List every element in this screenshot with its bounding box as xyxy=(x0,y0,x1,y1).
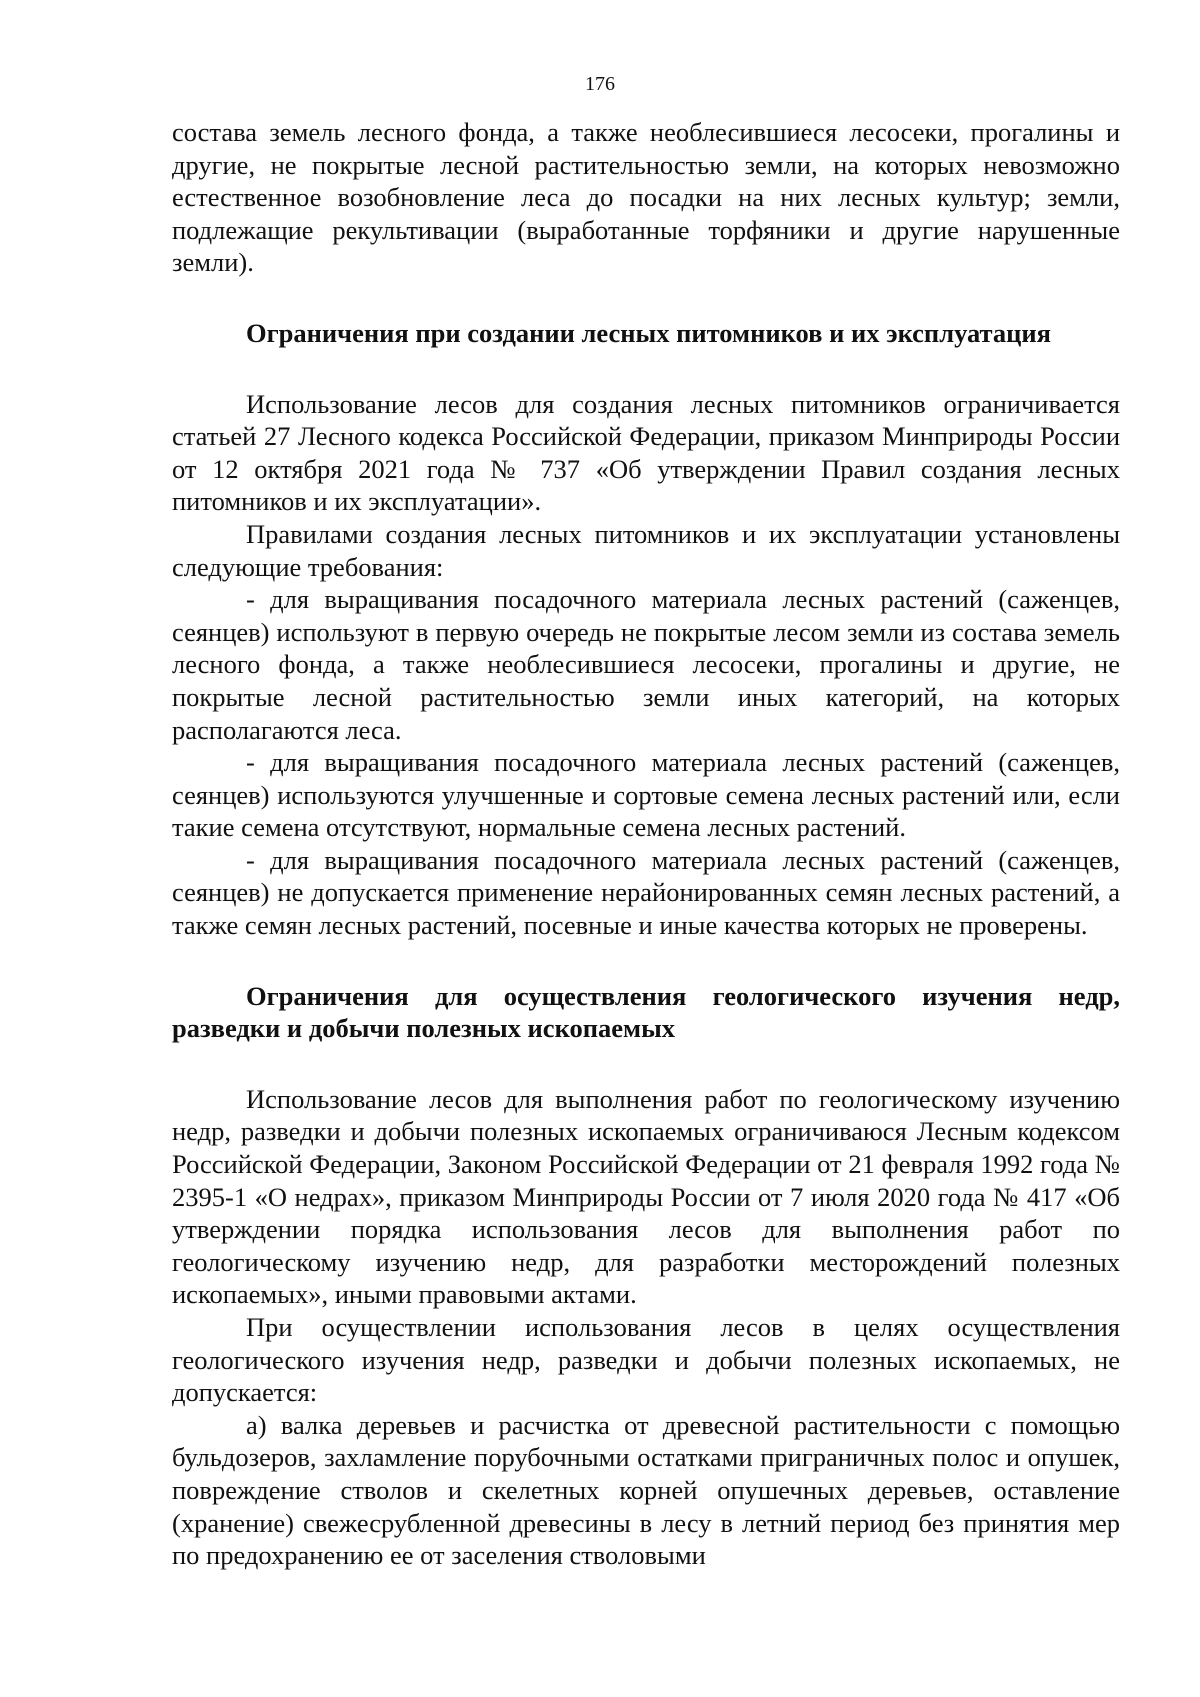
paragraph-geology-prohibited: При осуществлении использования лесов в целях осуществления геологического изучения недр, разведки и добычи полезных ископаемых, не допускается: xyxy=(172,1312,1120,1408)
list-item-prohibition-a: а) валка деревьев и расчистка от древесной растительности с помощью бульдозеров, захламление порубочными остатками приграничных полос и опушек, повреждение стволов и скелетных корней опушечных деревьев, оставление (хранение) свежесрубленной древесины в лесу в летний период без принятия мер по предохранению ее от заселения стволовыми xyxy=(172,1409,1120,1571)
section-heading-nurseries: Ограничения при создании лесных питомников и их эксплуатация xyxy=(246,317,1052,348)
paragraph-nurseries-intro: Использование лесов для создания лесных питомников ограничивается статьей 27 Лесного кодекса Российской Федерации, приказом Минприроды России от 12 октября 2021 года № 737 «Об утверждении Правил создания лесных питомников и их эксплуатации». xyxy=(172,388,1120,517)
section-heading-geology: Ограничения для осуществления геологического изучения недр, разведки и добычи полезных ископаемых xyxy=(172,980,1120,1044)
page-number: 176 xyxy=(585,73,615,95)
list-item-requirement-2: - для выращивания посадочного материала лесных растений (саженцев, сеянцев) используются улучшенные и сортовые семена лесных растений или, если такие семена отсутствуют, нормальные семена лесных растений. xyxy=(172,747,1120,843)
document-body xyxy=(172,116,1120,1572)
list-item-requirement-1: - для выращивания посадочного материала лесных растений (саженцев, сеянцев) используют в первую очередь не покрытые лесом земли из состава земель лесного фонда, а также необлесившиеся лесосеки, прогалины и другие, не покрытые лесной растительностью земли иных категорий, на которых располагаются леса. xyxy=(172,584,1120,745)
paragraph-nurseries-rules: Правилами создания лесных питомников и их эксплуатации установлены следующие требования: xyxy=(172,518,1120,582)
paragraph-continuation: состава земель лесного фонда, а также необлесившиеся лесосеки, прогалины и другие, не покрытые лесной растительностью земли, на которых невозможно естественное возобновление леса до посадки на них лесных культур; земли, подлежащие рекультивации (выработанные торфяники и другие нарушенные земли). xyxy=(172,117,1120,278)
paragraph-geology-intro: Использование лесов для выполнения работ по геологическому изучению недр, разведки и добычи полезных ископаемых ограничиваюся Лесным кодексом Российской Федерации, Законом Российской Федерации от 21 февраля 1992 года № 2395-1 «О недрах», приказом Минприроды России от 7 июля 2020 года № 417 «Об утверждении порядка использования лесов для выполнения работ по геологическому изучению недр, для разработки месторождений полезных ископаемых», иными правовыми актами. xyxy=(172,1083,1120,1310)
list-item-requirement-3: - для выращивания посадочного материала лесных растений (саженцев, сеянцев) не допускается применение нерайонированных семян лесных растений, а также семян лесных растений, посевные и иные качества которых не проверены. xyxy=(172,844,1120,941)
